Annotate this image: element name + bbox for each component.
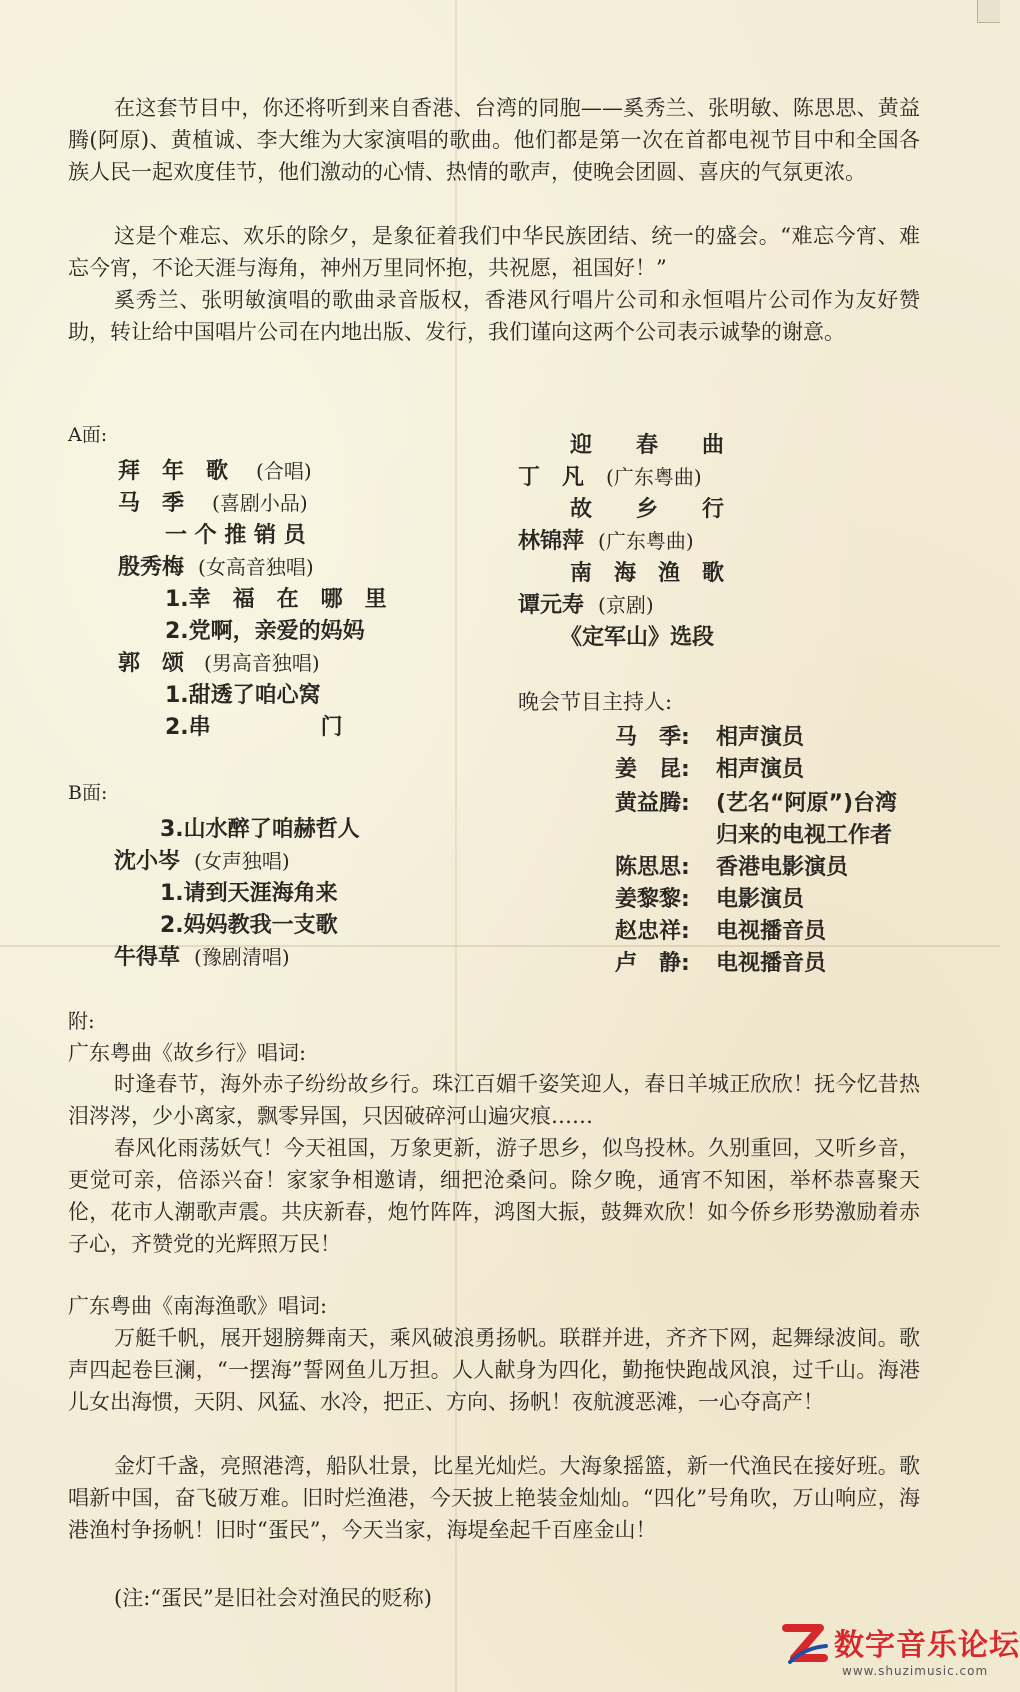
song-title: 故 乡 行 bbox=[570, 497, 725, 522]
hosts-header: 晚会节目主持人: bbox=[518, 690, 673, 714]
lyric-title: 广东粤曲《南海渔歌》唱词: bbox=[68, 1294, 328, 1318]
song-title: 迎 春 曲 bbox=[570, 433, 725, 458]
host-role: 相声演员 bbox=[716, 757, 805, 782]
song-title: 南 海 渔 歌 bbox=[570, 561, 725, 586]
program-item: 牛得草 (豫剧清唱) bbox=[114, 945, 290, 970]
program-item: 马 季 (喜剧小品) bbox=[118, 491, 308, 516]
host-name: 卢 静: bbox=[615, 951, 690, 976]
host-role: 电视播音员 bbox=[716, 919, 827, 944]
program-item: 拜 年 歌 (合唱) bbox=[118, 459, 312, 484]
song-title: 2.串 门 bbox=[165, 715, 343, 740]
host-name: 马 季: bbox=[615, 725, 690, 750]
intro-paragraph-2: 这是个难忘、欢乐的除夕，是象征着我们中华民族团结、统一的盛会。“难忘今宵、难忘今宵，不论天涯与海角，神州万里同怀抱，共祝愿，祖国好！” bbox=[68, 224, 920, 280]
program-item: 林锦萍 (广东粤曲) bbox=[518, 529, 694, 554]
forum-logo-icon bbox=[780, 1618, 830, 1668]
song-title: 2.妈妈教我一支歌 bbox=[160, 913, 338, 938]
lyric-paragraph: 时逢春节，海外赤子纷纷故乡行。珠江百媚千姿笑迎人，春日羊城正欣欣！抚今忆昔热泪涔涔，少小离家，飘零异国，只因破碎河山遍灾痕…… bbox=[68, 1072, 920, 1128]
watermark-url: www.shuzimusic.com bbox=[842, 1664, 989, 1678]
lyric-paragraph: 金灯千盏，亮照港湾，船队壮景，比星光灿烂。大海象摇篮，新一代渔民在接好班。歌唱新中国，奋飞破万难。旧时烂渔港，今天披上艳装金灿灿。“四化”号角吹，万山响应，海港渔村争扬帆！旧时“蛋民”，今天当家，海堤垒起千百座金山！ bbox=[68, 1454, 920, 1542]
program-item: 郭 颂 (男高音独唱) bbox=[118, 651, 320, 676]
host-name: 赵忠祥: bbox=[615, 919, 690, 944]
host-name: 黄益腾: bbox=[615, 791, 690, 816]
program-item: 沈小岑 (女声独唱) bbox=[114, 849, 290, 874]
host-name: 姜 昆: bbox=[615, 757, 690, 782]
footnote: (注:“蛋民”是旧社会对渔民的贬称) bbox=[114, 1586, 432, 1610]
side-a-header: A面: bbox=[68, 424, 108, 446]
host-role: 归来的电视工作者 bbox=[716, 823, 893, 848]
host-role: (艺名“阿原”)台湾 bbox=[716, 791, 898, 816]
song-title: 《定军山》选段 bbox=[560, 625, 715, 650]
paper-corner bbox=[977, 0, 1000, 23]
lyric-title: 广东粤曲《故乡行》唱词: bbox=[68, 1041, 307, 1065]
host-name: 姜黎黎: bbox=[615, 887, 690, 912]
appendix-label: 附: bbox=[68, 1009, 95, 1033]
host-role: 相声演员 bbox=[716, 725, 805, 750]
song-title: 1.请到天涯海角来 bbox=[160, 881, 338, 906]
program-item: 谭元寿 (京剧) bbox=[518, 593, 654, 618]
song-title: 1.幸 福 在 哪 里 bbox=[165, 587, 387, 612]
intro-paragraph-1: 在这套节目中，你还将听到来自香港、台湾的同胞——奚秀兰、张明敏、陈思思、黄益腾(阿原)、黄植诚、李大维为大家演唱的歌曲。他们都是第一次在首都电视节目中和全国各族人民一起欢度佳节，他们激动的心情、热情的歌声，使晚会团圆、喜庆的气氛更浓。 bbox=[68, 96, 920, 184]
host-role: 电视播音员 bbox=[716, 951, 827, 976]
lyric-paragraph: 万艇千帆，展开翅膀舞南天，乘风破浪勇扬帆。联群并进，齐齐下网，起舞绿波间。歌声四起卷巨澜，“一摆海”誓网鱼儿万担。人人献身为四化，勤拖快跑战风浪，过千山。海港儿女出海惯，天阴、风猛、水冷，把正、方向、扬帆！夜航渡恶滩，一心夺高产！ bbox=[68, 1326, 920, 1414]
host-role: 香港电影演员 bbox=[716, 855, 849, 880]
song-title: 2.党啊，亲爱的妈妈 bbox=[165, 619, 365, 644]
lyric-paragraph: 春风化雨荡妖气！今天祖国，万象更新，游子思乡，似鸟投林。久别重回，又听乡音，更觉可亲，倍添兴奋！家家争相邀请，细把沧桑问。除夕晚，通宵不知困，举杯恭喜聚天伦，花市人潮歌声震。共庆新春，炮竹阵阵，鸿图大振，鼓舞欢欣！如今侨乡形势激励着赤子心，齐赞党的光辉照万民！ bbox=[68, 1136, 920, 1256]
song-title: 3.山水醉了咱赫哲人 bbox=[160, 817, 360, 842]
watermark-title: 数字音乐论坛 bbox=[834, 1628, 1020, 1663]
program-item: 殷秀梅 (女高音独唱) bbox=[118, 555, 314, 580]
program-item: 丁 凡 (广东粤曲) bbox=[518, 465, 702, 490]
song-title: 一 个 推 销 员 bbox=[165, 523, 306, 548]
forum-watermark bbox=[780, 1614, 1020, 1686]
intro-paragraph-3: 奚秀兰、张明敏演唱的歌曲录音版权，香港风行唱片公司和永恒唱片公司作为友好赞助，转让给中国唱片公司在内地出版、发行，我们谨向这两个公司表示诚挚的谢意。 bbox=[68, 288, 920, 344]
host-name: 陈思思: bbox=[615, 855, 690, 880]
host-role: 电影演员 bbox=[716, 887, 805, 912]
side-b-header: B面: bbox=[68, 782, 108, 804]
song-title: 1.甜透了咱心窝 bbox=[165, 683, 321, 708]
